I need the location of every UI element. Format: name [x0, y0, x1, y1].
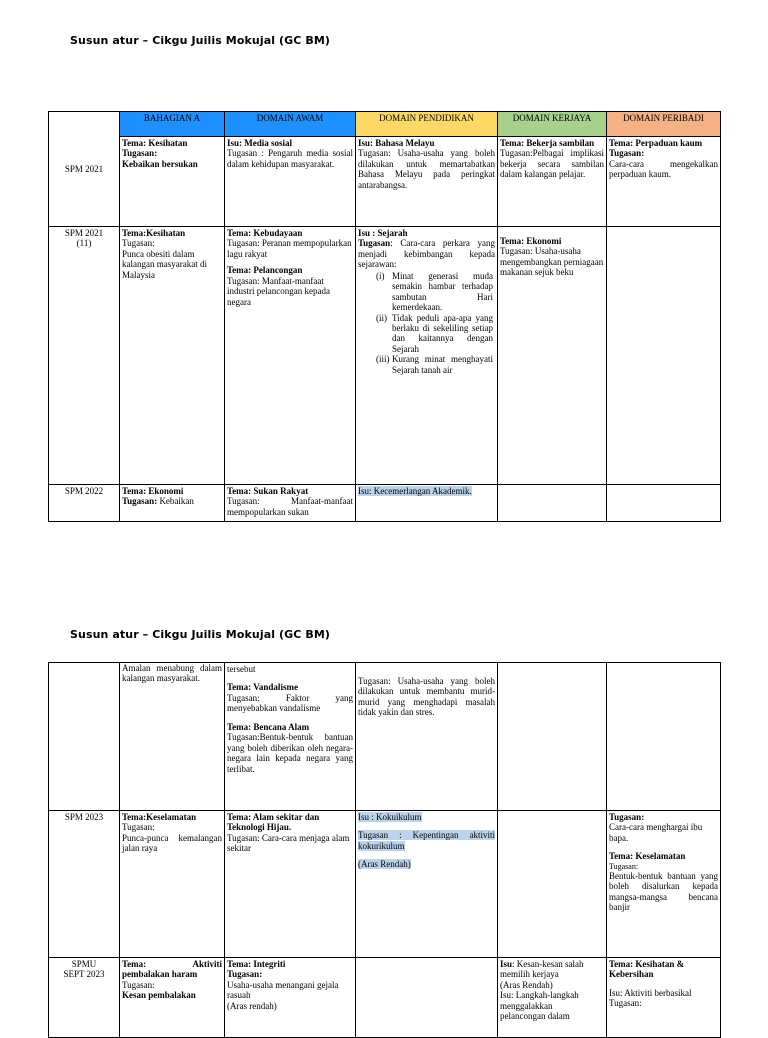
task-label: Tugasan: — [122, 238, 155, 249]
cell-title: Tema: Perpaduan kaum — [609, 138, 703, 148]
cell-bahagian-a — [120, 811, 225, 958]
cell-bahagian-a — [120, 958, 225, 1038]
cell-title: Tema:Keselamatan — [122, 812, 197, 822]
list-item-text: Tidak peduli apa-apa yang berlaku di sekeliling setiap dan kaitannya dengan Sejarah — [392, 312, 493, 354]
task-label: Tugasan: — [609, 861, 639, 871]
cell-title: Tema: Alam sekitar dan Teknologi Hijau. — [227, 812, 320, 833]
cell-text: Tugasan: Usaha-usaha yang boleh dilakukan untuk memartabatkan Bahasa Melayu pada peringkat antarabangsa. — [358, 148, 495, 190]
cell-domain-pendidikan — [356, 663, 498, 811]
cell-title: Tema: Integriti — [227, 959, 286, 969]
cell-title: Tema: Vandalisme — [227, 682, 298, 693]
list-item-number: (ii) — [376, 312, 387, 323]
cell-domain-awam — [225, 663, 356, 811]
list-item — [358, 313, 495, 355]
cell-text: Tugasan: Cara-cara menjaga alam sekitar — [227, 832, 350, 854]
cell-title: Tema: Sukan Rakyat — [227, 486, 309, 496]
year-cell: SPM 2021 — [49, 112, 120, 227]
cell-text: Tugasan: Faktor yang menyebabkan vandalisme — [227, 692, 353, 714]
task-text: Kebaikan — [159, 496, 194, 507]
list-item-text: Minat generasi muda semakin hambar terhadap sambutan Hari kemerdekaan. — [392, 270, 493, 313]
cell-text: Punca obesiti dalam kalangan masyarakat di Malaysia — [122, 248, 207, 280]
header-bahagian-a: BAHAGIAN A — [120, 112, 225, 137]
page-heading-2: Susun atur – Cikgu Juilis Mokujal (GC BM) — [70, 628, 331, 641]
cell-domain-awam — [225, 958, 356, 1038]
cell-text: : Cara-cara perkara yang menjadi kebimbangan kepada sejarawan: — [358, 238, 495, 270]
list-item-number: (i) — [376, 270, 385, 281]
cell-text: tersebut — [227, 664, 256, 674]
cell-title: Tema: Ekonomi — [500, 236, 562, 246]
task-label: Tugasan: — [609, 998, 642, 1009]
cell-title: Tema: Keselamatan — [609, 851, 686, 862]
cell-domain-awam — [225, 137, 356, 227]
year-cell — [49, 958, 120, 1038]
highlighted-text: Isu: Kecemerlangan Akademik. — [358, 486, 472, 496]
cell-domain-pendidikan — [356, 485, 498, 522]
task-label: Tugasan — [358, 238, 391, 249]
cell-domain-pendidikan — [356, 137, 498, 227]
highlighted-text: Tugasan : Kepentingan aktiviti kokurikulum — [358, 830, 495, 851]
cell-domain-kerjaya — [498, 485, 607, 522]
schedule-table-2 — [48, 662, 721, 1038]
table-header-row — [49, 112, 721, 137]
year-sub-label: (11) — [76, 238, 92, 249]
task-label: Tugasan: — [609, 812, 645, 822]
cell-text: Amalan menabung dalam kalangan masyarakat. — [122, 663, 222, 683]
cell-bahagian-a — [120, 663, 225, 811]
table-row — [49, 227, 721, 485]
task-label: Tugasan: — [122, 148, 158, 159]
task-label: Tugasan: — [122, 496, 158, 507]
table-row — [49, 485, 721, 522]
cell-title: Tema: Bekerja sambilan — [500, 138, 595, 148]
cell-bahagian-a — [120, 227, 225, 485]
task-label: Tugasan: — [122, 822, 155, 833]
cell-domain-peribadi — [607, 663, 721, 811]
cell-domain-pendidikan — [356, 227, 498, 485]
cell-text: Isu: Aktiviti berbasikal — [609, 987, 692, 998]
cell-text: : Kesan-kesan salah memilih kerjaya — [500, 959, 584, 980]
cell-domain-kerjaya — [498, 663, 607, 811]
cell-domain-peribadi — [607, 227, 721, 485]
table-row — [49, 137, 721, 227]
table-row — [49, 958, 721, 1038]
task-label: Tugasan: — [609, 148, 645, 159]
numbered-list — [358, 271, 495, 375]
list-item-number: (iii) — [376, 354, 390, 365]
year-cell: SPM 2022 — [49, 485, 120, 522]
cell-domain-peribadi — [607, 958, 721, 1038]
cell-title: Tema: Aktiviti pembalakan haram — [122, 959, 222, 980]
cell-text: Tugasan: Peranan mempopularkan lagu rakyat — [227, 238, 352, 259]
cell-text: Isu: Langkah-langkah menggalakkan — [500, 990, 579, 1011]
list-item — [358, 271, 495, 313]
cell-text: Tugasan:Bentuk-bentuk bantuan yang boleh diberikan oleh negara-negara lain kepada negara yang terlibat. — [227, 732, 353, 774]
cell-domain-pendidikan — [356, 811, 498, 958]
cell-text: (Aras rendah) — [227, 1000, 277, 1011]
cell-domain-kerjaya — [498, 227, 607, 485]
cell-bahagian-a — [120, 137, 225, 227]
cell-text: Tugasan : Pengaruh media sosial dalam kehidupan masyarakat. — [227, 148, 353, 169]
cell-text: Tugasan: Manfaat-manfaat mempopularkan sukan — [227, 496, 353, 517]
cell-text: Tugasan: Usaha-usaha mengembangkan perniagaan makanan sejuk beku — [500, 246, 604, 278]
task-text: Kebaikan bersukan — [122, 158, 198, 169]
table-row — [49, 811, 721, 958]
cell-title: Tema: Bencana Alam — [227, 721, 310, 732]
cell-title: Tema: Kesihatan & Kebersihan — [609, 959, 685, 980]
cell-domain-kerjaya — [498, 137, 607, 227]
cell-text: Tugasan:Pelbagai implikasi bekerja secara sambilan dalam kalangan pelajar. — [500, 148, 604, 180]
cell-text: Cara-cara menghargai ibu bapa. — [609, 822, 703, 843]
cell-domain-kerjaya — [498, 958, 607, 1038]
cell-domain-awam — [225, 227, 356, 485]
cell-title: Isu : Sejarah — [358, 228, 408, 238]
schedule-table-1 — [48, 111, 721, 522]
cell-text: (Aras Rendah) — [500, 979, 553, 990]
year-label: SPMU — [71, 959, 97, 969]
list-item-text: Kurang minat menghayati Sejarah tanah air — [392, 354, 493, 375]
cell-title: Tema: Kesihatan — [122, 138, 188, 148]
cell-domain-pendidikan — [356, 958, 498, 1038]
list-item — [358, 354, 495, 375]
cell-title: Isu: Bahasa Melayu — [358, 138, 435, 148]
header-domain-pendidikan: DOMAIN PENDIDIKAN — [356, 112, 498, 137]
cell-title: Isu: Media sosial — [227, 138, 293, 148]
header-domain-awam: DOMAIN AWAM — [225, 112, 356, 137]
cell-domain-peribadi — [607, 137, 721, 227]
cell-domain-peribadi — [607, 485, 721, 522]
task-label: Tugasan: — [122, 979, 155, 990]
task-text: Kesan pembalakan — [122, 990, 196, 1001]
cell-domain-kerjaya — [498, 811, 607, 958]
cell-text: Usaha-usaha menangani gejala rasuah — [227, 979, 339, 1001]
year-label: SPM 2021 — [64, 228, 104, 238]
header-domain-peribadi: DOMAIN PERIBADI — [607, 112, 721, 137]
issue-label: Isu — [500, 959, 513, 969]
task-label: Tugasan: — [227, 969, 263, 980]
cell-title: Tema: Pelancongan — [227, 265, 303, 276]
cell-text: Bentuk-bentuk bantuan yang boleh disalurkan kepada mangsa-mangsa bencana banjir — [609, 871, 718, 913]
table-row — [49, 663, 721, 811]
cell-text: Tugasan: Usaha-usaha yang boleh dilakukan untuk membantu murid-murid yang menghadapi masalah tidak yakin dan stres. — [358, 676, 495, 718]
year-cell: SPM 2023 — [49, 811, 120, 958]
cell-text: Punca-punca kemalangan jalan raya — [122, 832, 222, 854]
year-cell — [49, 663, 120, 811]
cell-text: pelancongan dalam — [500, 1011, 570, 1022]
cell-bahagian-a — [120, 485, 225, 522]
page-heading-1: Susun atur – Cikgu Juilis Mokujal (GC BM) — [70, 34, 331, 47]
cell-text: Cara-cara mengekalkan perpaduan kaum. — [609, 158, 718, 180]
highlighted-text: (Aras Rendah) — [358, 859, 411, 870]
cell-title: Tema: Ekonomi — [122, 486, 184, 496]
cell-title: Tema:Kesihatan — [122, 228, 186, 238]
cell-title: Tema: Kebudayaan — [227, 228, 303, 238]
year-sub-label: SEPT 2023 — [63, 969, 105, 980]
cell-domain-awam — [225, 485, 356, 522]
cell-domain-awam — [225, 811, 356, 958]
header-domain-kerjaya: DOMAIN KERJAYA — [498, 112, 607, 137]
cell-domain-peribadi — [607, 811, 721, 958]
cell-text: Tugasan: Manfaat-manfaat industri pelancongan kepada negara — [227, 275, 330, 307]
highlighted-text: Isu : Kokuikulum — [358, 812, 422, 822]
year-cell — [49, 227, 120, 485]
